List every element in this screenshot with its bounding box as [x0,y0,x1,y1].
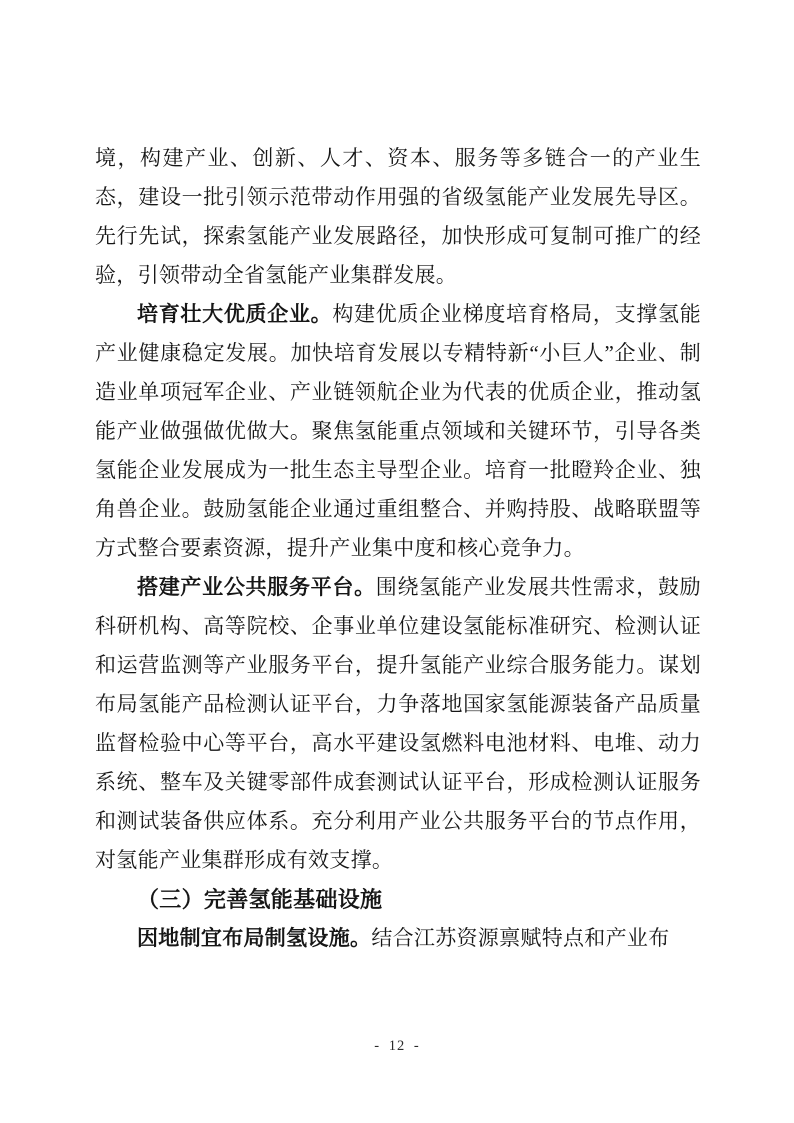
paragraph-lead: 因地制宜布局制氢设施。 [137,926,372,950]
paragraph: 搭建产业公共服务平台。围绕氢能产业发展共性需求，鼓励科研机构、高等院校、企事业单位建设氢能标准研究、检测认证和运营监测等产业服务平台，提升氢能产业综合服务能力。谋划布局氢能产品检测认证平台，力争落地国家氢能源装备产品质量监督检验中心等平台，高水平建设氢燃料电池材料、电堆、动力系统、整车及关键零部件成套测试认证平台，形成检测认证服务和测试装备供应体系。充分利用产业公共服务平台的节点作用，对氢能产业集群形成有效支撑。 [95,575,701,872]
paragraph: 培育壮大优质企业。构建优质企业梯度培育格局，支撑氢能产业健康稳定发展。加快培育发展以专精特新“小巨人”企业、制造业单项冠军企业、产业链领航企业为代表的优质企业，推动氢能产业做强做优做大。聚焦氢能重点领域和关键环节，引导各类氢能企业发展成为一批生态主导型企业。培育一批瞪羚企业、独角兽企业。鼓励氢能企业通过重组整合、并购持股、战略联盟等方式整合要素资源，提升产业集中度和核心竞争力。 [95,302,701,560]
section-heading: （三）完善氢能基础设施 [137,887,383,912]
paragraph-lead: 培育壮大优质企业。 [137,302,333,326]
paragraph: 因地制宜布局制氢设施。结合江苏资源禀赋特点和产业布 [137,926,670,950]
paragraph: 境，构建产业、创新、人才、资本、服务等多链合一的产业生态，建设一批引领示范带动作用强的省级氢能产业发展先导区。先行先试，探索氢能产业发展路径，加快形成可复制可推广的经验，引领带动全省氢能产业集群发展。 [95,146,701,287]
document-body [95,139,701,958]
page-footer [0,1037,794,1055]
paragraph-lead: 搭建产业公共服务平台。 [137,575,376,599]
page-number: - 12 - [374,1038,420,1054]
